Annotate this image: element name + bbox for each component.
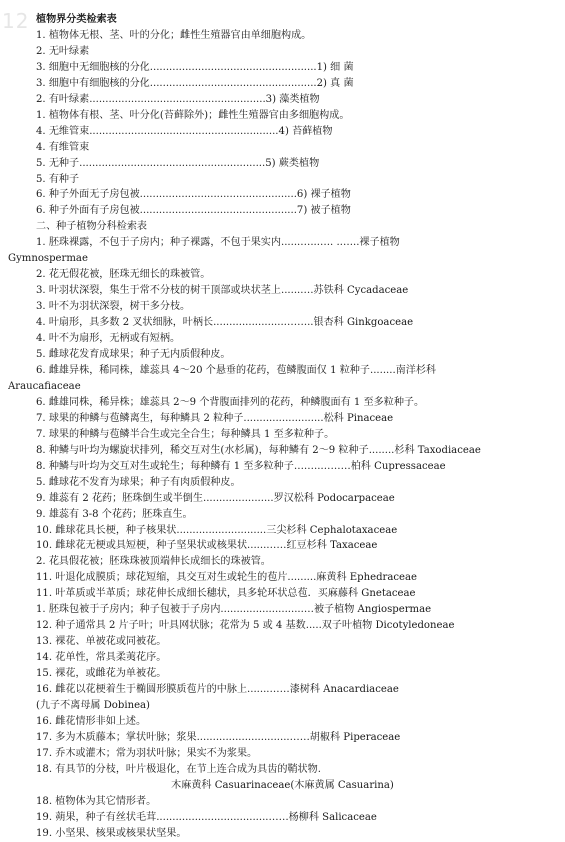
key-line: 2. 花具假花被；胚珠珠被顶端伸长成细长的珠被管。: [36, 556, 271, 568]
key-line: 5. 有种子: [36, 173, 80, 185]
key-line: 14. 花单性，常具柔荑花序。: [36, 652, 167, 664]
key-line: 18. 植物体为其它情形者。: [36, 795, 157, 807]
key-line: 12. 种子通常具 2 片子叶；叶具网状脉；花常为 5 或 4 基数.....双子叶植物 Dicotyledoneae: [36, 620, 455, 632]
key-line: 19. 蒴果，种子有丝状毛茸...................................……杨柳科 Salicaceae: [36, 811, 377, 823]
key-line: 3. 细胞中有细胞核的分化....................................................2) 真 菌: [36, 77, 354, 89]
key-line: Gymnospermae: [8, 253, 88, 265]
key-line: 7. 球果的种鳞与苞鳞半合生或完全合生；每种鳞具 1 至多粒种子。: [36, 428, 335, 440]
key-line: 4. 叶扇形，具多数 2 叉状细脉，叶柄长......................……...银杏科 Ginkgoaceae: [36, 317, 414, 329]
key-line: 8. 种鳞与叶均为交互对生或轮生；每种鳞有 1 至多粒种子……..………柏科 Cupressaceae: [36, 460, 446, 472]
key-line: 二、种子植物分科检索表: [36, 221, 148, 233]
key-line: 2. 有叶绿素.......................................................3) 藻类植物: [36, 93, 320, 105]
key-line: 4. 无维管束...........................................................4) 苔藓植物: [36, 125, 333, 137]
key-line: 9. 雄蕊有 2 花药；胚珠倒生或半倒生......................罗汉松科 Podocarpaceae: [36, 492, 395, 504]
key-line: 5. 无种子..........................................................5) 蕨类植物: [36, 157, 320, 169]
key-line: 8. 种鳞与叶均为螺旋状排列，稀交互对生(水杉属)，每种鳞有 2～9 粒种子........杉科 Taxodiaceae: [36, 444, 481, 456]
key-line: 9. 雄蕊有 3-8 个花药；胚珠直生。: [36, 508, 193, 520]
key-line: 1. 胚珠包被于子房内；种子包被于子房内..........................…被子植物 Angiospermae: [36, 604, 432, 616]
key-line: 16. 雌花情形非如上述。: [36, 715, 147, 727]
key-line: 3. 叶不为羽状深裂，树干多分枝。: [36, 301, 191, 313]
key-line: 1. 植物体有根、茎、叶分化(苔藓除外)；雌性生殖器官由多细胞构成。: [36, 109, 350, 121]
key-line: 3. 叶羽状深裂，集生于常不分枝的树干顶部或块状茎上.......…苏铁科 Cycadaceae: [36, 285, 409, 297]
key-line: 5. 雌球花不发育为球果；种子有肉质假种皮。: [36, 476, 241, 488]
key-line: 5. 雌球花发育成球果；种子无内质假种皮。: [36, 349, 231, 361]
key-line: 13. 裸花、单被花或同被花。: [36, 636, 167, 648]
key-line: 7. 球果的种鳞与苞鳞离生，每种鳞具 2 粒种子.........................松科 Pinaceae: [36, 412, 394, 424]
key-line: 16. 雌花以花梗着生于椭圆形膜质苞片的中脉上.......……漆树科 Anacardiaceae: [36, 684, 399, 696]
key-line: 18. 有具节的分枝，叶片极退化，在节上连合成为具齿的鞘状物.: [36, 763, 321, 775]
key-line: 3. 细胞中无细胞核的分化....................................................1) 细 菌: [36, 61, 354, 73]
key-line: 6. 种子外面有子房包被.................................................7) 被子植物: [36, 205, 351, 217]
key-line: 6. 雌雄异株，稀同株，雄蕊具 4～20 个悬垂的花药，苞鳞腹面仅 1 粒种子........南洋杉科: [36, 364, 437, 376]
document-title: 植物界分类检索表: [36, 14, 117, 25]
key-line: 15. 裸花，或雌花为单被花。: [36, 668, 167, 680]
key-line: 木麻黄科 Casuarinaceae(木麻黄属 Casuarina): [171, 779, 394, 791]
key-line: 10. 雌球花无梗或具短梗，种子坚果状或核果状......……红豆杉科 Taxaceae: [36, 540, 378, 552]
key-line: 4. 叶不为扇形，无柄或有短柄。: [36, 333, 181, 345]
key-line: 17. 乔木或灌木；常为羽状叶脉；果实不为浆果。: [36, 747, 258, 759]
key-line: 11. 叶退化成膜质；球花短缩，具交互对生或轮生的苞片.........麻黄科 Ephedraceae: [36, 572, 418, 584]
key-line: 2. 花无假花被，胚珠无细长的珠被管。: [36, 269, 211, 281]
key-line: (九子不离母属 Dobinea): [36, 699, 150, 711]
key-line: 2. 无叶绿素: [36, 45, 90, 57]
key-line: 17. 多为木质藤本；掌状叶脉；浆果.............................……胡椒科 Piperaceae: [36, 731, 401, 743]
key-line: 1. 植物体无根、茎、叶的分化；雌性生殖器官由单细胞构成。: [36, 29, 312, 41]
key-line: 11. 叶革质或半革质；球花伸长成细长穗状，具多轮环状总苞．买麻藤科 Gnetaceae: [36, 588, 416, 600]
key-line: 6. 种子外面无子房包被.................................................6) 裸子植物: [36, 189, 351, 201]
key-line: 10. 雌球花具长梗，种子核果状............................三尖杉科 Cephalotaxaceae: [36, 524, 398, 536]
key-line: 1. 胚珠裸露，不包于子房内；种子裸露，不包于果实内......…...…. .…...裸子植物: [36, 237, 400, 249]
watermark: 12: [2, 9, 30, 33]
key-line: 4. 有维管束: [36, 141, 90, 153]
key-lines: [8, 28, 557, 842]
key-line: Araucafiaceae: [8, 380, 81, 392]
key-line: 6. 雌雄同株，稀异株；雄蕊具 2～9 个背腹面排列的花药，种鳞腹面有 1 至多粒种子。: [36, 396, 425, 408]
key-line: 19. 小坚果、核果或核果状坚果。: [36, 827, 187, 839]
